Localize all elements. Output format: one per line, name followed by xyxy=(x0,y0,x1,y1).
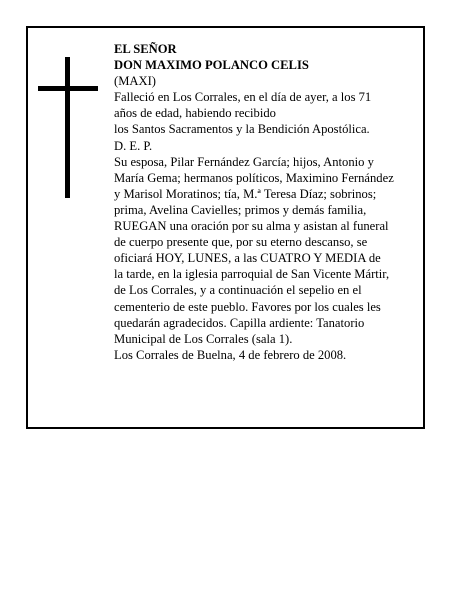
obituary-notice xyxy=(26,26,425,429)
deceased-name: DON MAXIMO POLANCO CELIS xyxy=(114,58,309,73)
deceased-nickname: (MAXI) xyxy=(114,74,156,89)
body-line: María Gema; hermanos políticos, Maximino Fernández xyxy=(114,170,394,185)
body-line: quedarán agradecidos. Capilla ardiente: Tanatorio xyxy=(114,315,365,330)
body-line: cementerio de este pueblo. Favores por los cuales les xyxy=(114,299,381,314)
body-line: años de edad, habiendo recibido xyxy=(114,106,276,121)
body-line: y Marisol Moratinos; tía, M.ª Teresa Díaz; sobrinos; xyxy=(114,186,377,201)
notice-heading: EL SEÑOR xyxy=(114,42,177,56)
body-line: la tarde, en la iglesia parroquial de San Vicente Mártir, xyxy=(114,267,390,282)
cross-horizontal-bar xyxy=(38,86,98,91)
notice-date-line: Los Corrales de Buelna, 4 de febrero de 2008. xyxy=(114,347,347,362)
body-line: de Los Corrales, y a continuación el sepelio en el xyxy=(114,283,362,298)
rip-line: D. E. P. xyxy=(114,138,153,153)
cross-vertical-bar xyxy=(65,57,70,198)
body-line: de cuerpo presente que, por su eterno descanso, se xyxy=(114,235,368,250)
body-line: Falleció en Los Corrales, en el día de ayer, a los 71 xyxy=(114,90,372,105)
obituary-text xyxy=(114,41,424,363)
body-line: prima, Avelina Cavielles; primos y demás familia, xyxy=(114,202,367,217)
body-line: RUEGAN una oración por su alma y asistan al funeral xyxy=(114,219,389,234)
body-line: oficiará HOY, LUNES, a las CUATRO Y MEDIA de xyxy=(114,251,381,266)
body-line: Su esposa, Pilar Fernández García; hijos, Antonio y xyxy=(114,154,374,169)
latin-cross-icon xyxy=(38,57,98,198)
body-line: Municipal de Los Corrales (sala 1). xyxy=(114,331,293,346)
body-line: los Santos Sacramentos y la Bendición Apostólica. xyxy=(114,122,370,137)
